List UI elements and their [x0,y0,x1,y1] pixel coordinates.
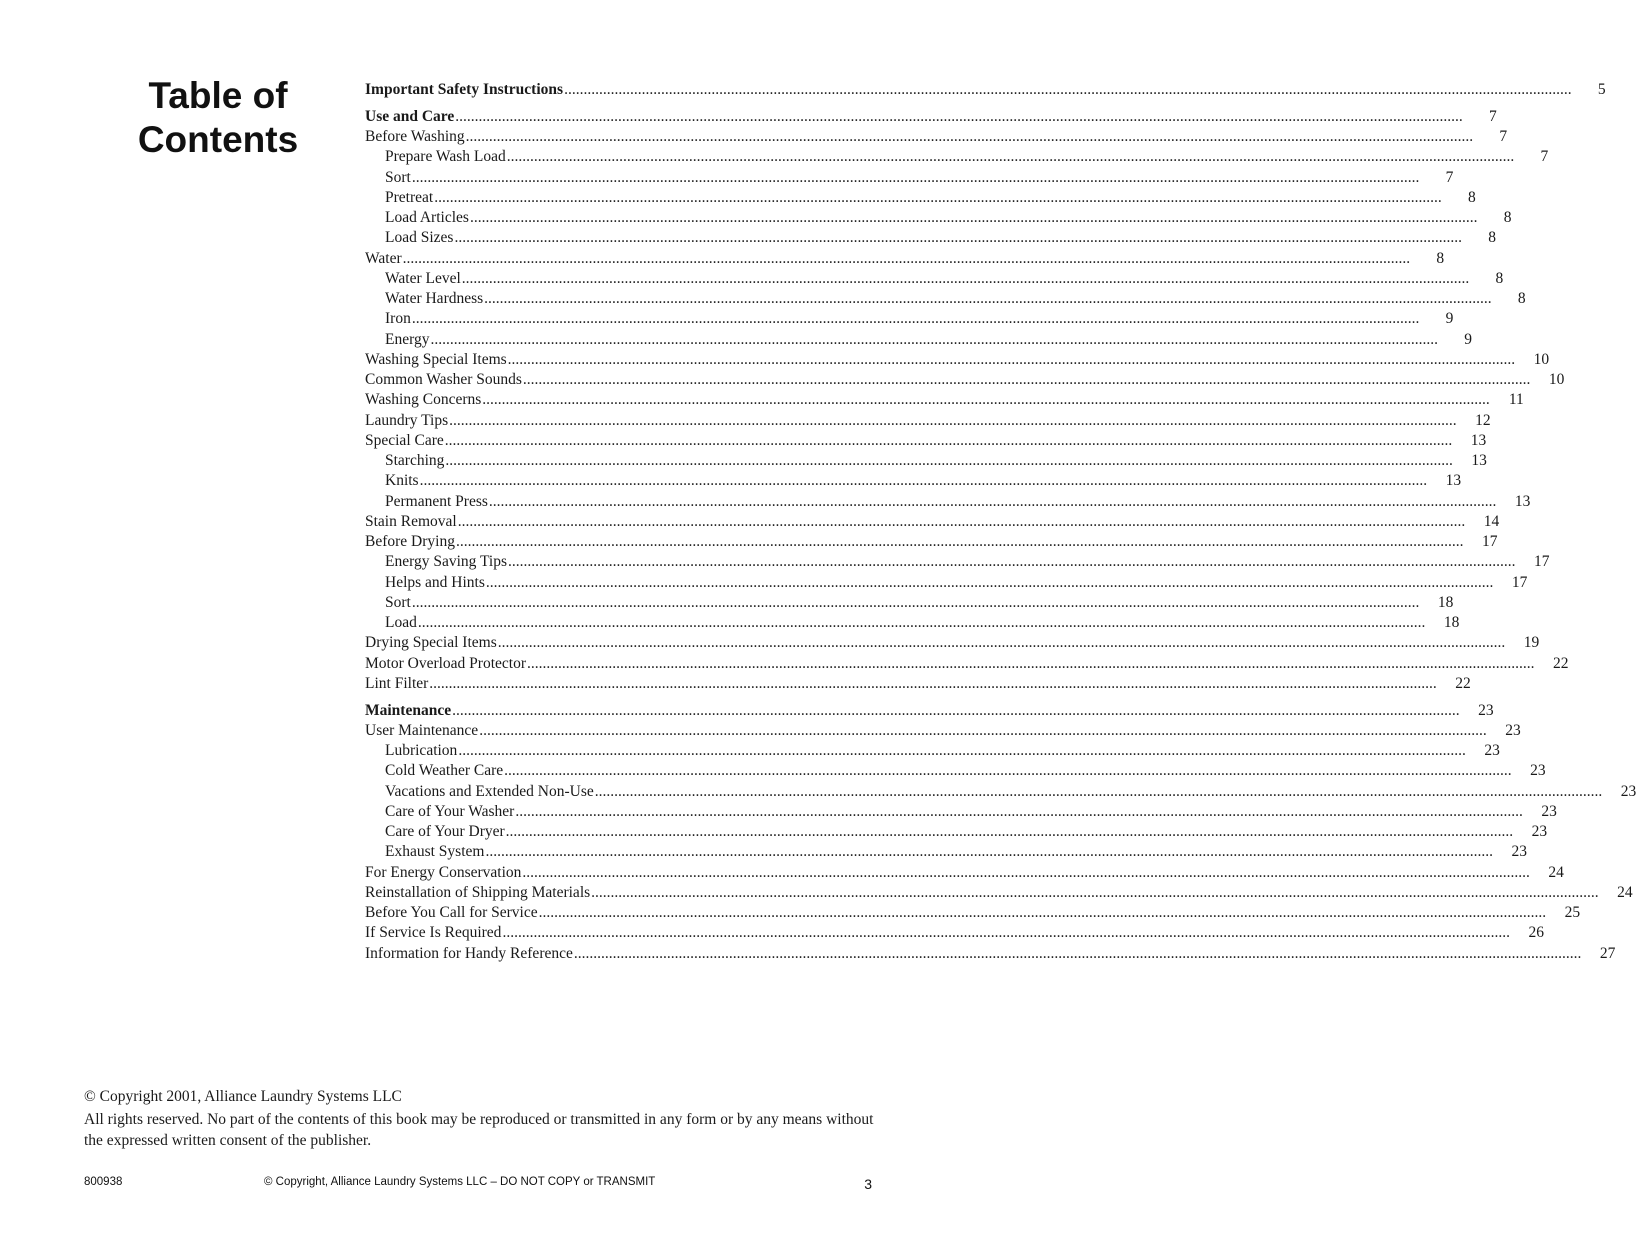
dot-leader: .................................................................................................................................................................................................................................................................... [505,823,1514,840]
copyright-block [84,1086,874,1151]
toc-entry-page: 23 [1530,762,1546,780]
toc-entry[interactable] [365,370,1565,390]
page-number: 3 [864,1176,872,1192]
dot-leader: .................................................................................................................................................................................................................................................................... [469,209,1478,226]
toc-entry-page: 10 [1548,371,1565,388]
toc-entry[interactable] [365,782,1636,802]
toc-entry-page: 14 [1483,512,1500,530]
toc-entry-page: 7 [1445,168,1454,186]
toc-entry[interactable] [365,573,1528,593]
toc-entry-label: Use and Care [365,107,455,125]
toc-entry[interactable] [365,147,1549,167]
toc-entry[interactable] [365,492,1531,512]
toc-entry-page: 17 [1534,553,1550,571]
toc-entry-label: Sort [385,593,411,611]
toc-entry-page: 8 [1495,269,1504,287]
page-title-line1: Table of [148,75,288,116]
dot-leader: .................................................................................................................................................................................................................................................................... [455,533,1464,550]
toc-entry-label: Pretreat [385,188,434,206]
dot-leader: .................................................................................................................................................................................................................................................................... [522,863,1530,881]
toc-entry-label: User Maintenance [365,721,479,739]
toc-entry-label: Stain Removal [365,512,457,530]
toc-entry[interactable] [365,289,1526,309]
toc-entry[interactable] [365,761,1546,781]
toc-entry-label: Motor Overload Protector [365,654,526,672]
toc-entry-label: Maintenance [365,701,452,719]
toc-entry-page: 7 [1540,148,1549,166]
dot-leader: .................................................................................................................................................................................................................................................................... [482,391,1490,409]
toc-entry-label: Laundry Tips [365,411,449,429]
dot-leader: .................................................................................................................................................................................................................................................................... [461,269,1470,287]
toc-entry-page: 23 [1541,802,1557,820]
dot-leader: .................................................................................................................................................................................................................................................................... [417,614,1426,631]
toc-entry-page: 18 [1443,614,1460,631]
toc-entry-label: Energy Saving Tips [385,553,508,571]
dot-leader: .................................................................................................................................................................................................................................................................... [429,674,1437,692]
toc-entry-label: Vacations and Extended Non-Use [385,782,594,800]
toc-entry-page: 8 [1436,249,1445,267]
toc-entry-page: 7 [1499,128,1508,145]
toc-entry-label: Drying Special Items [365,634,497,652]
toc-entry[interactable] [365,208,1512,228]
dot-leader: .................................................................................................................................................................................................................................................................... [402,249,1411,267]
dot-leader: .................................................................................................................................................................................................................................................................... [502,924,1510,942]
toc-entry-page: 5 [1597,81,1606,98]
toc-entry-page: 12 [1475,411,1491,429]
dot-leader: .................................................................................................................................................................................................................................................................... [411,310,1420,328]
toc-entry-page: 23 [1484,742,1500,759]
toc-entry-label: Prepare Wash Load [385,148,506,166]
toc-entry-page: 23 [1511,843,1527,861]
toc-entry[interactable] [365,532,1498,552]
toc-entry-label: Reinstallation of Shipping Materials [365,883,591,901]
document-number: 800938 [84,1176,123,1188]
toc-entry[interactable] [365,471,1462,491]
toc-entry-label: Helps and Hints [385,573,485,591]
toc-entry[interactable] [365,390,1524,410]
dot-leader: .................................................................................................................................................................................................................................................................... [591,883,1599,901]
dot-leader: .................................................................................................................................................................................................................................................................... [594,782,1603,800]
toc-entry-label: If Service Is Required [365,924,502,942]
toc-entry-label: Common Washer Sounds [365,371,522,388]
toc-entry-page: 9 [1445,310,1454,328]
dot-leader: .................................................................................................................................................................................................................................................................... [465,128,1474,145]
toc-entry-page: 23 [1505,721,1521,739]
toc-entry[interactable] [365,613,1460,633]
toc-entry-label: Water [365,249,402,267]
toc-entry[interactable] [365,701,1494,721]
toc-entry-label: Exhaust System [385,843,485,861]
dot-leader: .................................................................................................................................................................................................................................................................... [564,81,1572,98]
copyright-line: © Copyright 2001, Alliance Laundry Systems LLC [84,1088,402,1105]
toc-entry-page: 13 [1514,492,1531,510]
toc-entry[interactable] [365,741,1500,761]
dot-leader: .................................................................................................................................................................................................................................................................... [484,290,1492,307]
dot-leader: .................................................................................................................................................................................................................................................................... [430,330,1438,348]
toc-entry-page: 17 [1511,573,1528,591]
toc-entry-page: 23 [1620,782,1636,800]
toc-entry-page: 26 [1528,924,1544,942]
dot-leader: .................................................................................................................................................................................................................................................................... [452,701,1460,719]
dot-leader: .................................................................................................................................................................................................................................................................... [454,229,1462,247]
toc-entry[interactable] [365,80,1606,100]
toc-entry-page: 7 [1489,107,1497,125]
toc-entry[interactable] [365,822,1548,842]
toc-entry-label: Sort [385,168,411,186]
toc-entry-label: Washing Concerns [365,391,482,409]
toc-entry-label: Knits [385,472,419,490]
toc-entry-label: Starching [385,452,445,469]
page-footer [84,1176,872,1194]
toc-entry-label: Before You Call for Service [365,904,538,921]
dot-leader: .................................................................................................................................................................................................................................................................... [522,371,1531,388]
toc-entry-label: Water Level [385,269,461,287]
toc-entry[interactable] [365,654,1569,674]
toc-entry[interactable] [365,188,1476,208]
toc-entry[interactable] [365,674,1471,694]
toc-entry[interactable] [365,431,1487,451]
toc-entry[interactable] [365,249,1445,269]
toc-entry-label: Information for Handy Reference [365,944,573,962]
toc-entry-page: 27 [1599,944,1616,962]
toc-entry[interactable] [365,552,1550,572]
toc-entry-page: 22 [1553,654,1569,672]
page-title-line2: Contents [137,119,299,160]
toc-entry[interactable] [365,721,1521,741]
toc-entry-label: Permanent Press [385,492,488,510]
toc-entry[interactable] [365,330,1472,350]
toc-entry-label: Lubrication [385,742,458,759]
dot-leader: .................................................................................................................................................................................................................................................................... [508,553,1516,571]
dot-leader: .................................................................................................................................................................................................................................................................... [411,593,1420,611]
dot-leader: .................................................................................................................................................................................................................................................................... [527,654,1535,672]
dot-leader: .................................................................................................................................................................................................................................................................... [455,107,1463,125]
toc-entry-page: 11 [1508,391,1524,409]
toc-entry[interactable] [365,593,1454,613]
dot-leader: .................................................................................................................................................................................................................................................................... [515,802,1523,820]
toc-entry[interactable] [365,309,1454,329]
dot-leader: .................................................................................................................................................................................................................................................................... [434,188,1442,206]
toc-entry-label: Energy [385,330,430,348]
dot-leader: .................................................................................................................................................................................................................................................................... [488,492,1497,510]
toc-entry-page: 19 [1523,634,1540,652]
toc-entry-page: 17 [1481,533,1498,550]
toc-entry-page: 9 [1464,330,1472,348]
dot-leader: .................................................................................................................................................................................................................................................................... [485,843,1493,861]
toc-entry[interactable] [365,863,1564,883]
page-title [108,74,328,162]
toc-entry-label: Before Drying [365,533,455,550]
toc-entry[interactable] [365,923,1544,943]
dot-leader: .................................................................................................................................................................................................................................................................... [479,721,1487,739]
toc-entry[interactable] [365,350,1550,370]
dot-leader: .................................................................................................................................................................................................................................................................... [445,452,1453,469]
toc-entry-page: 8 [1517,290,1526,307]
toc-entry-page: 24 [1548,863,1564,881]
dot-leader: .................................................................................................................................................................................................................................................................... [485,573,1494,591]
toc-entry[interactable] [365,127,1508,147]
toc-entry[interactable] [365,944,1616,964]
toc-entry[interactable] [365,802,1557,822]
dot-leader: .................................................................................................................................................................................................................................................................... [458,742,1466,759]
toc-entry-page: 8 [1467,188,1476,206]
toc-entry-page: 18 [1437,593,1454,611]
toc-entry[interactable] [365,228,1496,248]
toc-entry-page: 23 [1531,823,1548,840]
toc-entry-label: Care of Your Dryer [385,823,505,840]
toc-entry-label: Important Safety Instructions [365,81,564,98]
toc-entry[interactable] [365,107,1497,127]
toc-entry-label: Lint Filter [365,674,429,692]
toc-entry-label: Special Care [365,431,444,449]
toc-entry-label: For Energy Conservation [365,863,522,881]
toc-entry-page: 13 [1445,472,1462,490]
toc-entry-page: 22 [1455,674,1471,692]
dot-leader: .................................................................................................................................................................................................................................................................... [444,431,1453,449]
toc-entry-page: 8 [1503,209,1512,226]
toc-entry-label: Load Articles [385,209,469,226]
toc-entry[interactable] [365,269,1504,289]
toc-entry[interactable] [365,451,1487,471]
toc-entry[interactable] [365,633,1540,653]
toc-entry-page: 13 [1471,452,1487,469]
toc-entry-label: Cold Weather Care [385,762,504,780]
toc-entry-label: Care of Your Washer [385,802,515,820]
dot-leader: .................................................................................................................................................................................................................................................................... [497,634,1506,652]
toc-entry[interactable] [365,512,1500,532]
toc-entry-label: Iron [385,310,411,328]
dot-leader: .................................................................................................................................................................................................................................................................... [506,148,1515,166]
table-of-contents [365,80,1636,964]
footer-copyright-notice: © Copyright, Alliance Laundry Systems LLC – DO NOT COPY or TRANSMIT [264,1176,656,1188]
toc-entry-page: 10 [1533,350,1550,368]
toc-entry[interactable] [365,903,1581,923]
toc-entry-label: Load Sizes [385,229,454,247]
toc-entry[interactable] [365,168,1454,188]
toc-entry[interactable] [365,883,1633,903]
toc-entry-page: 23 [1478,701,1494,719]
dot-leader: .................................................................................................................................................................................................................................................................... [411,168,1420,186]
dot-leader: .................................................................................................................................................................................................................................................................... [573,944,1582,962]
dot-leader: .................................................................................................................................................................................................................................................................... [457,512,1466,530]
dot-leader: .................................................................................................................................................................................................................................................................... [538,904,1547,921]
dot-leader: .................................................................................................................................................................................................................................................................... [449,411,1457,429]
dot-leader: .................................................................................................................................................................................................................................................................... [507,350,1516,368]
toc-entry-page: 8 [1488,229,1496,247]
toc-entry-label: Load [385,614,417,631]
dot-leader: .................................................................................................................................................................................................................................................................... [504,762,1512,780]
rights-reserved-text: All rights reserved. No part of the contents of this book may be reproduced or transmitted in any form or by any means without the expressed written consent of the publisher. [84,1111,874,1149]
toc-entry-page: 25 [1564,904,1581,921]
toc-entry[interactable] [365,842,1527,862]
toc-entry-page: 13 [1470,431,1487,449]
toc-entry[interactable] [365,411,1491,431]
toc-entry-label: Washing Special Items [365,350,507,368]
toc-entry-page: 24 [1617,883,1633,901]
toc-entry-label: Before Washing [365,128,465,145]
dot-leader: .................................................................................................................................................................................................................................................................... [419,472,1428,490]
toc-entry-label: Water Hardness [385,290,484,307]
